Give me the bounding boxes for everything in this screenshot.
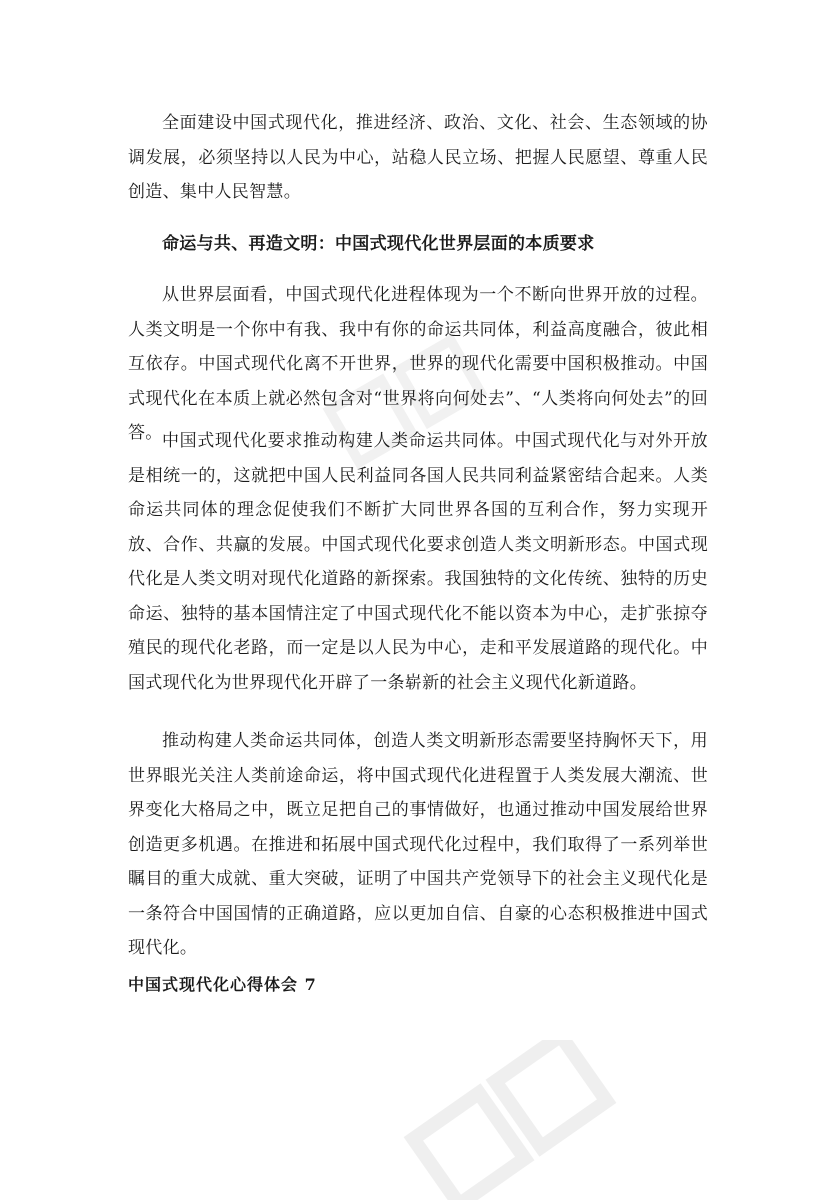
paragraph-community: 中国式现代化要求推动构建人类命运共同体。中国式现代化与对外开放是相统一的，这就把中国人民利益同各国人民共同利益紧密结合起来。人类命运共同体的理念促使我们不断扩大同世界各国的互利合作，努力实现开放、合作、共赢的发展。中国式现代化要求创造人类文明新形态。中国式现代化是人类文明对现代化道路的新探索。我国独特的文化传统、独特的历史命运、独特的基本国情注定了中国式现代化不能以资本为中心，走扩张掠夺殖民的现代化老路，而一定是以人民为中心，走和平发展道路的现代化。中国式现代化为世界现代化开辟了一条崭新的社会主义现代化新道路。 bbox=[128, 431, 708, 693]
section-heading: 命运与共、再造文明：中国式现代化世界层面的本质要求 bbox=[162, 234, 595, 254]
paragraph-global-vision: 推动构建人类命运共同体，创造人类文明新形态需要坚持胸怀天下，用世界眼光关注人类前途命运，将中国式现代化进程置于人类发展大潮流、世界变化大格局之中，既立足把自己的事情做好，也通过推动中国发展给世界创造更多机遇。在推进和拓展中国式现代化过程中，我们取得了一系列举世瞩目的重大成就、重大突破，证明了中国共产党领导下的社会主义现代化是一条符合中国国情的正确道路，应以更加自信、自豪的心态积极推进中国式现代化。 bbox=[128, 731, 708, 958]
paragraph-intro: 全面建设中国式现代化，推进经济、政治、文化、社会、生态领域的协调发展，必须坚持以人民为中心，站稳人民立场、把握人民愿望、尊重人民创造、集中人民智慧。 bbox=[128, 113, 708, 202]
watermark-logo bbox=[360, 1040, 660, 1200]
paragraph-world-level: 从世界层面看，中国式现代化进程体现为一个不断向世界开放的过程。人类文明是一个你中有我、我中有你的命运共同体，利益高度融合，彼此相互依存。中国式现代化离不开世界，世界的现代化需要中国积极推动。中国式现代化在本质上就必然包含对“世界将向何处去”、“人类将向何处去”的回答。 bbox=[128, 285, 708, 443]
section-title: 中国式现代化心得体会 7 bbox=[128, 975, 317, 994]
